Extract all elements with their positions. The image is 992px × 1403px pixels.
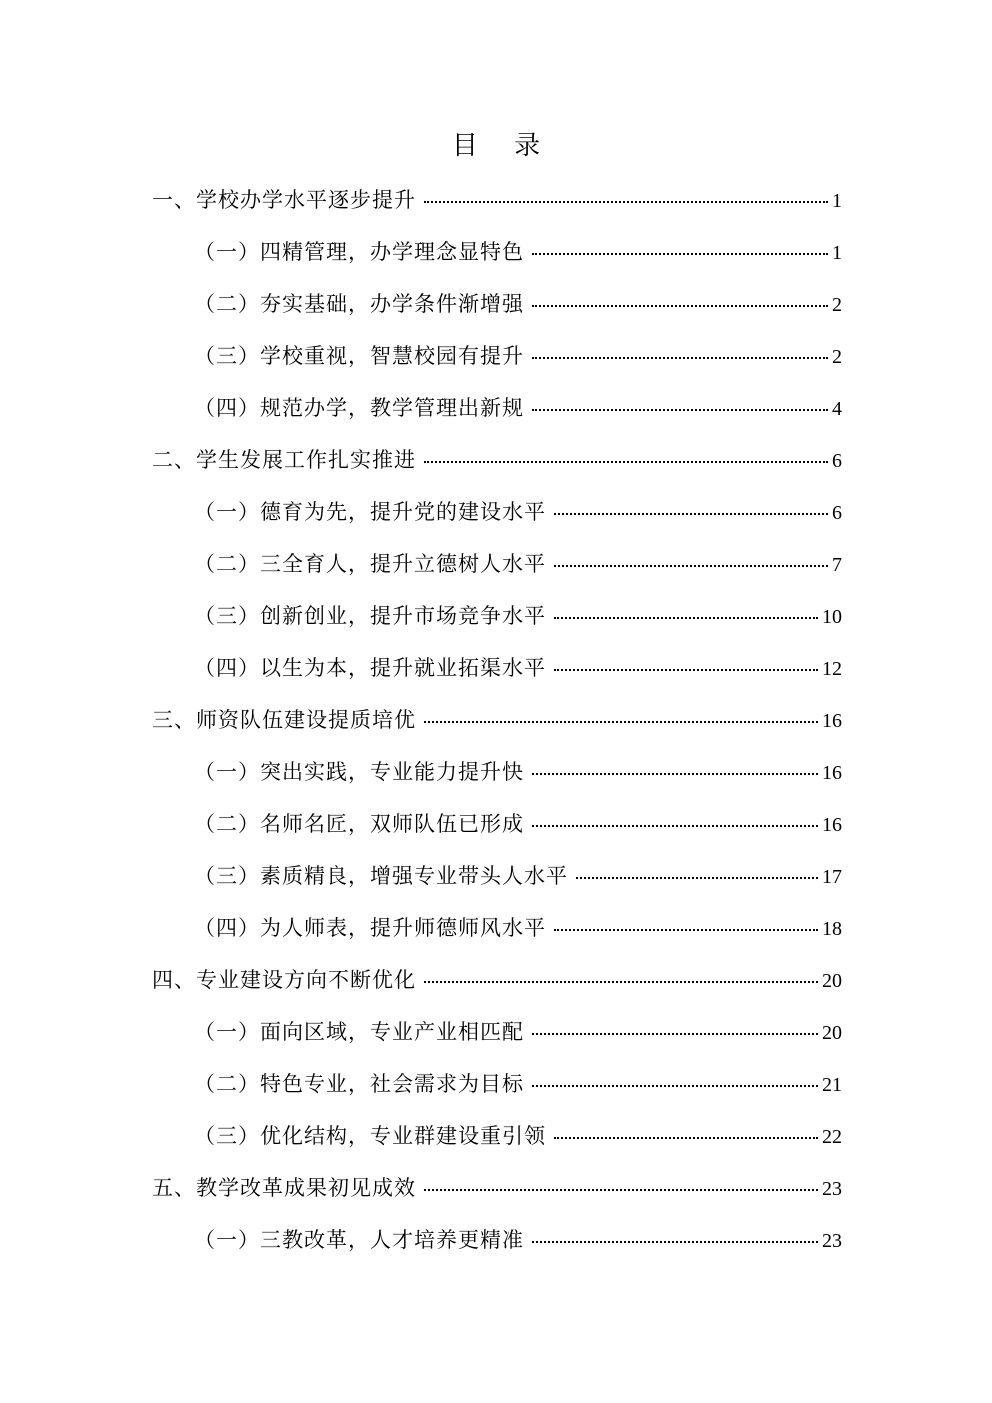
- toc-entry-text: （二）三全育人，提升立德树人水平: [194, 552, 546, 576]
- toc-entry[interactable]: [152, 1064, 842, 1116]
- toc-entry-text: （一）三教改革，人才培养更精准: [194, 1228, 524, 1252]
- toc-entry-text: （三）素质精良，增强专业带头人水平: [194, 864, 568, 888]
- toc-entry[interactable]: [152, 1116, 842, 1168]
- dot-leader: [576, 877, 818, 879]
- toc-entry-text: 三、师资队伍建设提质培优: [152, 708, 416, 732]
- toc-entry-text: （二）特色专业，社会需求为目标: [194, 1072, 524, 1096]
- toc-entry[interactable]: [152, 648, 842, 700]
- page-title: 目 录: [451, 131, 555, 161]
- dot-leader: [532, 305, 828, 307]
- dot-leader: [532, 253, 828, 255]
- toc-entry-text: 五、教学改革成果初见成效: [152, 1176, 416, 1200]
- toc-page-number: 23: [822, 1230, 842, 1252]
- toc-entry[interactable]: [152, 232, 842, 284]
- toc-page-number: 20: [822, 1022, 842, 1044]
- toc-entry-text: （四）为人师表，提升师德师风水平: [194, 916, 546, 940]
- dot-leader: [554, 669, 818, 671]
- dot-leader: [532, 1033, 818, 1035]
- toc-entry-text: （四）以生为本，提升就业拓渠水平: [194, 656, 546, 680]
- toc-entry[interactable]: [152, 440, 842, 492]
- toc-page-number: 17: [822, 866, 842, 888]
- dot-leader: [532, 1241, 818, 1243]
- toc-entry-text: （二）夯实基础，办学条件渐增强: [194, 292, 524, 316]
- dot-leader: [532, 1085, 818, 1087]
- dot-leader: [424, 1189, 818, 1191]
- toc-page-number: 6: [832, 450, 842, 472]
- toc-page-number: 16: [822, 762, 842, 784]
- dot-leader: [424, 461, 828, 463]
- toc-entry-text: 一、学校办学水平逐步提升: [152, 188, 416, 212]
- toc-page-number: 20: [822, 970, 842, 992]
- toc-page-number: 12: [822, 658, 842, 680]
- toc-page-number: 7: [832, 554, 842, 576]
- toc-page-number: 16: [822, 814, 842, 836]
- toc-page-number: 1: [832, 190, 842, 212]
- dot-leader: [554, 617, 818, 619]
- toc-entry[interactable]: [152, 1220, 842, 1272]
- toc-entry[interactable]: [152, 700, 842, 752]
- toc-entry-text: （三）学校重视，智慧校园有提升: [194, 344, 524, 368]
- toc-page-number: 2: [832, 346, 842, 368]
- toc-entry[interactable]: [152, 960, 842, 1012]
- toc-entry[interactable]: [152, 752, 842, 804]
- toc-page-number: 2: [832, 294, 842, 316]
- toc-entry[interactable]: [152, 284, 842, 336]
- toc-entry-text: （四）规范办学，教学管理出新规: [194, 396, 524, 420]
- toc-entry[interactable]: [152, 596, 842, 648]
- dot-leader: [532, 357, 828, 359]
- toc-entry[interactable]: [152, 544, 842, 596]
- toc-page-number: 4: [832, 398, 842, 420]
- toc-page-number: 23: [822, 1178, 842, 1200]
- dot-leader: [532, 409, 828, 411]
- toc-page-number: 10: [822, 606, 842, 628]
- toc-entry-text: （二）名师名匠，双师队伍已形成: [194, 812, 524, 836]
- dot-leader: [424, 981, 818, 983]
- dot-leader: [554, 565, 828, 567]
- toc-page-number: 18: [822, 918, 842, 940]
- toc-page-number: 1: [832, 242, 842, 264]
- toc-entry-text: 二、学生发展工作扎实推进: [152, 448, 416, 472]
- dot-leader: [532, 825, 818, 827]
- toc-entry-text: （一）突出实践，专业能力提升快: [194, 760, 524, 784]
- toc-entry[interactable]: [152, 1168, 842, 1220]
- toc-page-number: 6: [832, 502, 842, 524]
- table-of-contents: [152, 180, 842, 1272]
- toc-entry[interactable]: [152, 388, 842, 440]
- toc-entry[interactable]: [152, 336, 842, 388]
- toc-entry[interactable]: [152, 908, 842, 960]
- toc-page-number: 21: [822, 1074, 842, 1096]
- dot-leader: [424, 721, 818, 723]
- toc-entry[interactable]: [152, 1012, 842, 1064]
- dot-leader: [554, 513, 828, 515]
- dot-leader: [554, 1137, 818, 1139]
- toc-page-number: 22: [822, 1126, 842, 1148]
- toc-entry-text: （一）德育为先，提升党的建设水平: [194, 500, 546, 524]
- toc-entry[interactable]: [152, 856, 842, 908]
- toc-entry-text: （三）优化结构，专业群建设重引领: [194, 1124, 546, 1148]
- dot-leader: [554, 929, 818, 931]
- toc-entry[interactable]: [152, 180, 842, 232]
- dot-leader: [532, 773, 818, 775]
- toc-entry-text: 四、专业建设方向不断优化: [152, 968, 416, 992]
- toc-page-number: 16: [822, 710, 842, 732]
- toc-entry-text: （一）面向区域，专业产业相匹配: [194, 1020, 524, 1044]
- toc-entry-text: （三）创新创业，提升市场竞争水平: [194, 604, 546, 628]
- toc-entry-text: （一）四精管理，办学理念显特色: [194, 240, 524, 264]
- dot-leader: [424, 201, 828, 203]
- toc-entry[interactable]: [152, 492, 842, 544]
- toc-entry[interactable]: [152, 804, 842, 856]
